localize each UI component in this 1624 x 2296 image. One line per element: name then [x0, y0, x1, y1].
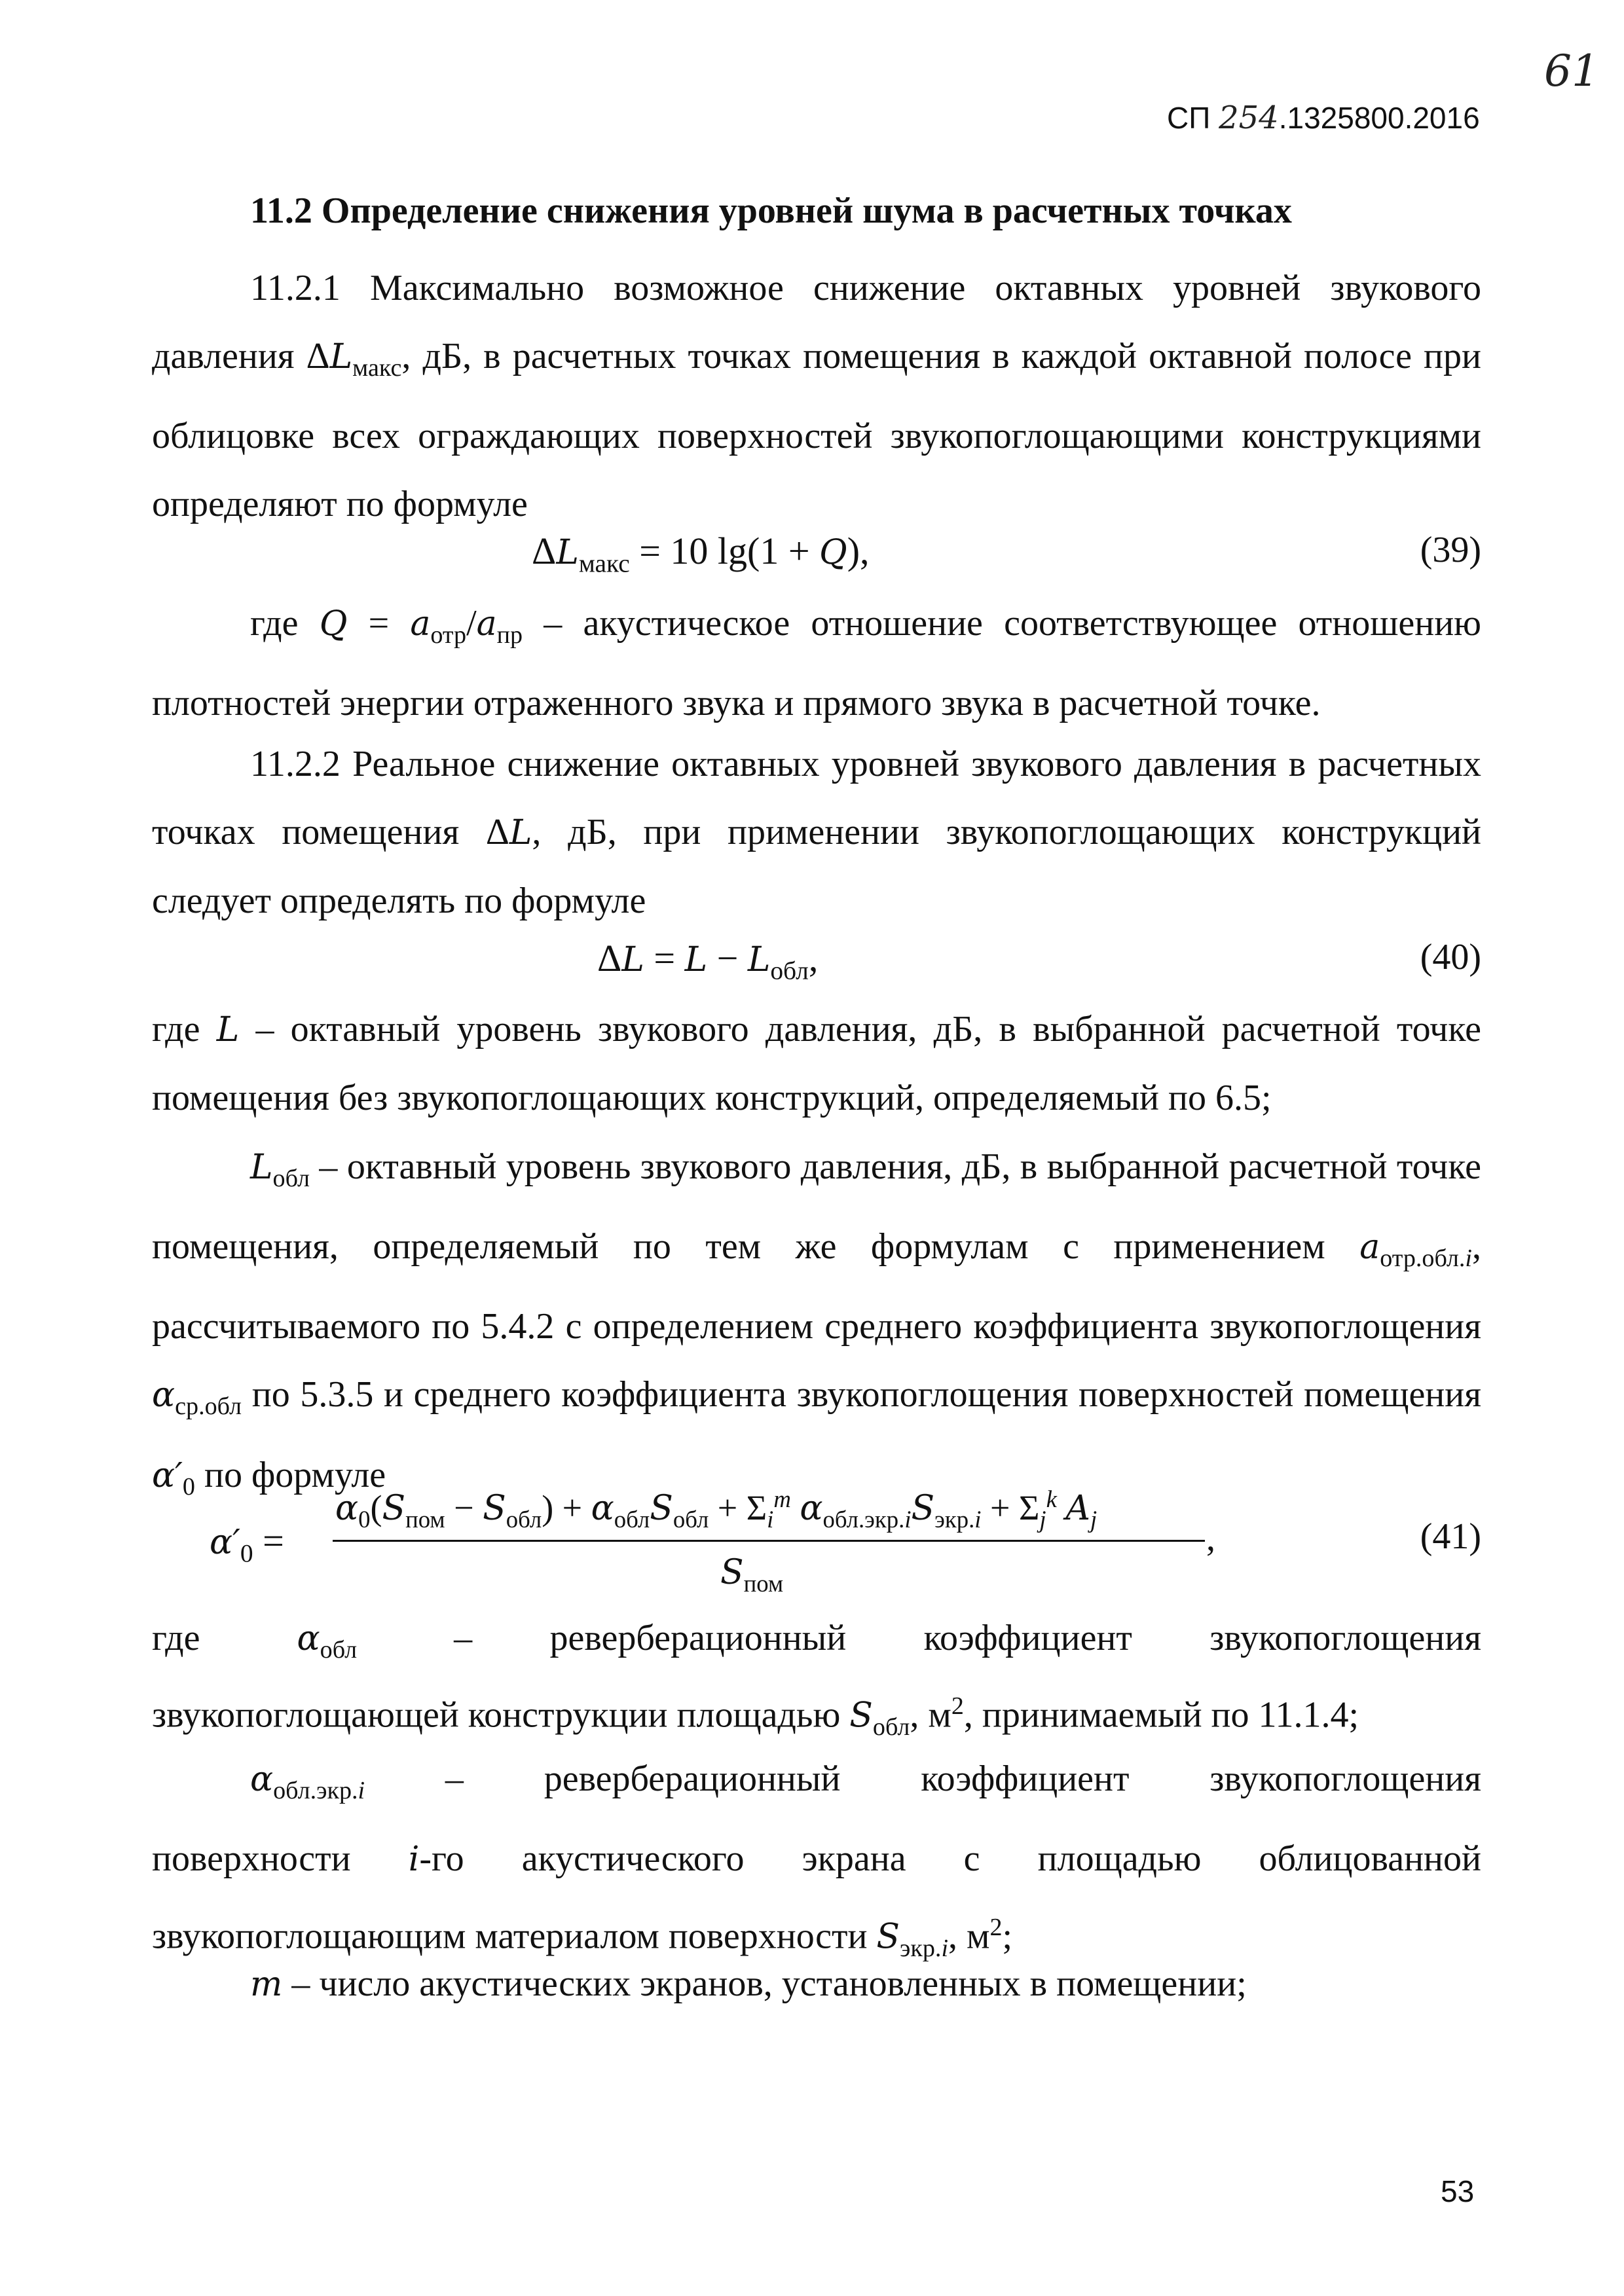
formula-39: $\Delta L_{макс} = 10$ lg(1 + Q),	[532, 530, 870, 578]
paragraph-alpha-obl-definition-2: звукопоглощающей конструкции площадью $S_{обл}$, $м^2$, принимаемый по 11.1.4;	[152, 1692, 1359, 1741]
paragraph-11-2-2: 11.2.2 Реальное снижение октавных уровней звукового давления в расчетных точках помещения ΔL, дБ, при применении звукопоглощающих конструкций следует определять по формуле	[152, 744, 1481, 921]
code-prefix: СП	[1167, 101, 1211, 135]
code-handwritten: 254	[1219, 100, 1279, 136]
page-number: 53	[1441, 2174, 1475, 2208]
equation-number-39: (39)	[1420, 530, 1481, 570]
formula-41-denominator: $S_{пом}$	[720, 1553, 784, 1597]
section-heading: 11.2 Определение снижения уровней шума в расчетных точках	[250, 191, 1292, 231]
code-suffix: .1325800.2016	[1278, 101, 1480, 135]
equation-number-40: (40)	[1420, 937, 1481, 977]
paragraph-q-definition: где $Q = a_{отр}/a_{пр}$ – акустическое отношение соответствующее отношению плотностей энергии отраженного звука и прямого звука в расчетной точке.	[152, 603, 1481, 724]
paragraph-l-definition: где L – октавный уровень звукового давления, дБ, в выбранной расчетной точке помещения без звукопоглощающих конструкций, определяемый по 6.5;	[152, 1009, 1481, 1118]
formula-40: $\Delta L = L - L_{обл}$,	[597, 937, 819, 985]
paragraph-lobl-definition: $L_{обл}$ – октавный уровень звукового давления, дБ, в выбранной расчетной точке помещения, определяемый по тем же формулам с применением $a_{отр.обл.i}$, рассчитываемого по 5.4.2 с определением среднего коэффициента звукопоглощения $\alpha_{ср.обл}$ по 5.3.5 и среднего коэффициента звукопоглощения поверхностей помещения $\alpha'_0$ по формуле	[152, 1146, 1481, 1501]
formula-41-comma: ,	[1206, 1518, 1215, 1559]
paragraph-11-2-1: 11.2.1 Максимально возможное снижение октавных уровней звукового давления $\Delta L_{макс}$, дБ, в расчетных точках помещения в каждой октавной полосе при облицовке всех ограждающих поверхностей звукопоглощающими конструкциями определяют по формуле	[152, 268, 1481, 525]
paragraph-alpha-ekr-definition: $\alpha_{обл.экр.i}$ – реверберационный коэффициент звукопоглощения поверхности i-го акустического экрана с площадью облицованной звукопоглощающим материалом поверхности $S_{экр.i}$, $м^2$;	[152, 1758, 1481, 1963]
formula-41-lhs: $\alpha'_0$ =	[210, 1520, 284, 1568]
paragraph-m-definition: m – число акустических экранов, установленных в помещении;	[250, 1963, 1247, 2004]
formula-41-numerator: $\alpha_0(S_{пом} - S_{обл}) + \alpha_{обл}S_{обл} + \Sigma_i^m$ $\alpha_{обл.экр.i}S_{экр.i} + \Sigma_j^k$ $A_j$	[335, 1485, 1098, 1533]
paragraph-alpha-obl-definition: где $\alpha_{обл}$ – реверберационный коэффициент звукопоглощения	[152, 1618, 1481, 1664]
document-code	[1167, 100, 1480, 136]
fraction-bar	[333, 1540, 1205, 1542]
handwritten-page-mark: 61	[1544, 46, 1599, 96]
equation-number-41: (41)	[1420, 1516, 1481, 1557]
